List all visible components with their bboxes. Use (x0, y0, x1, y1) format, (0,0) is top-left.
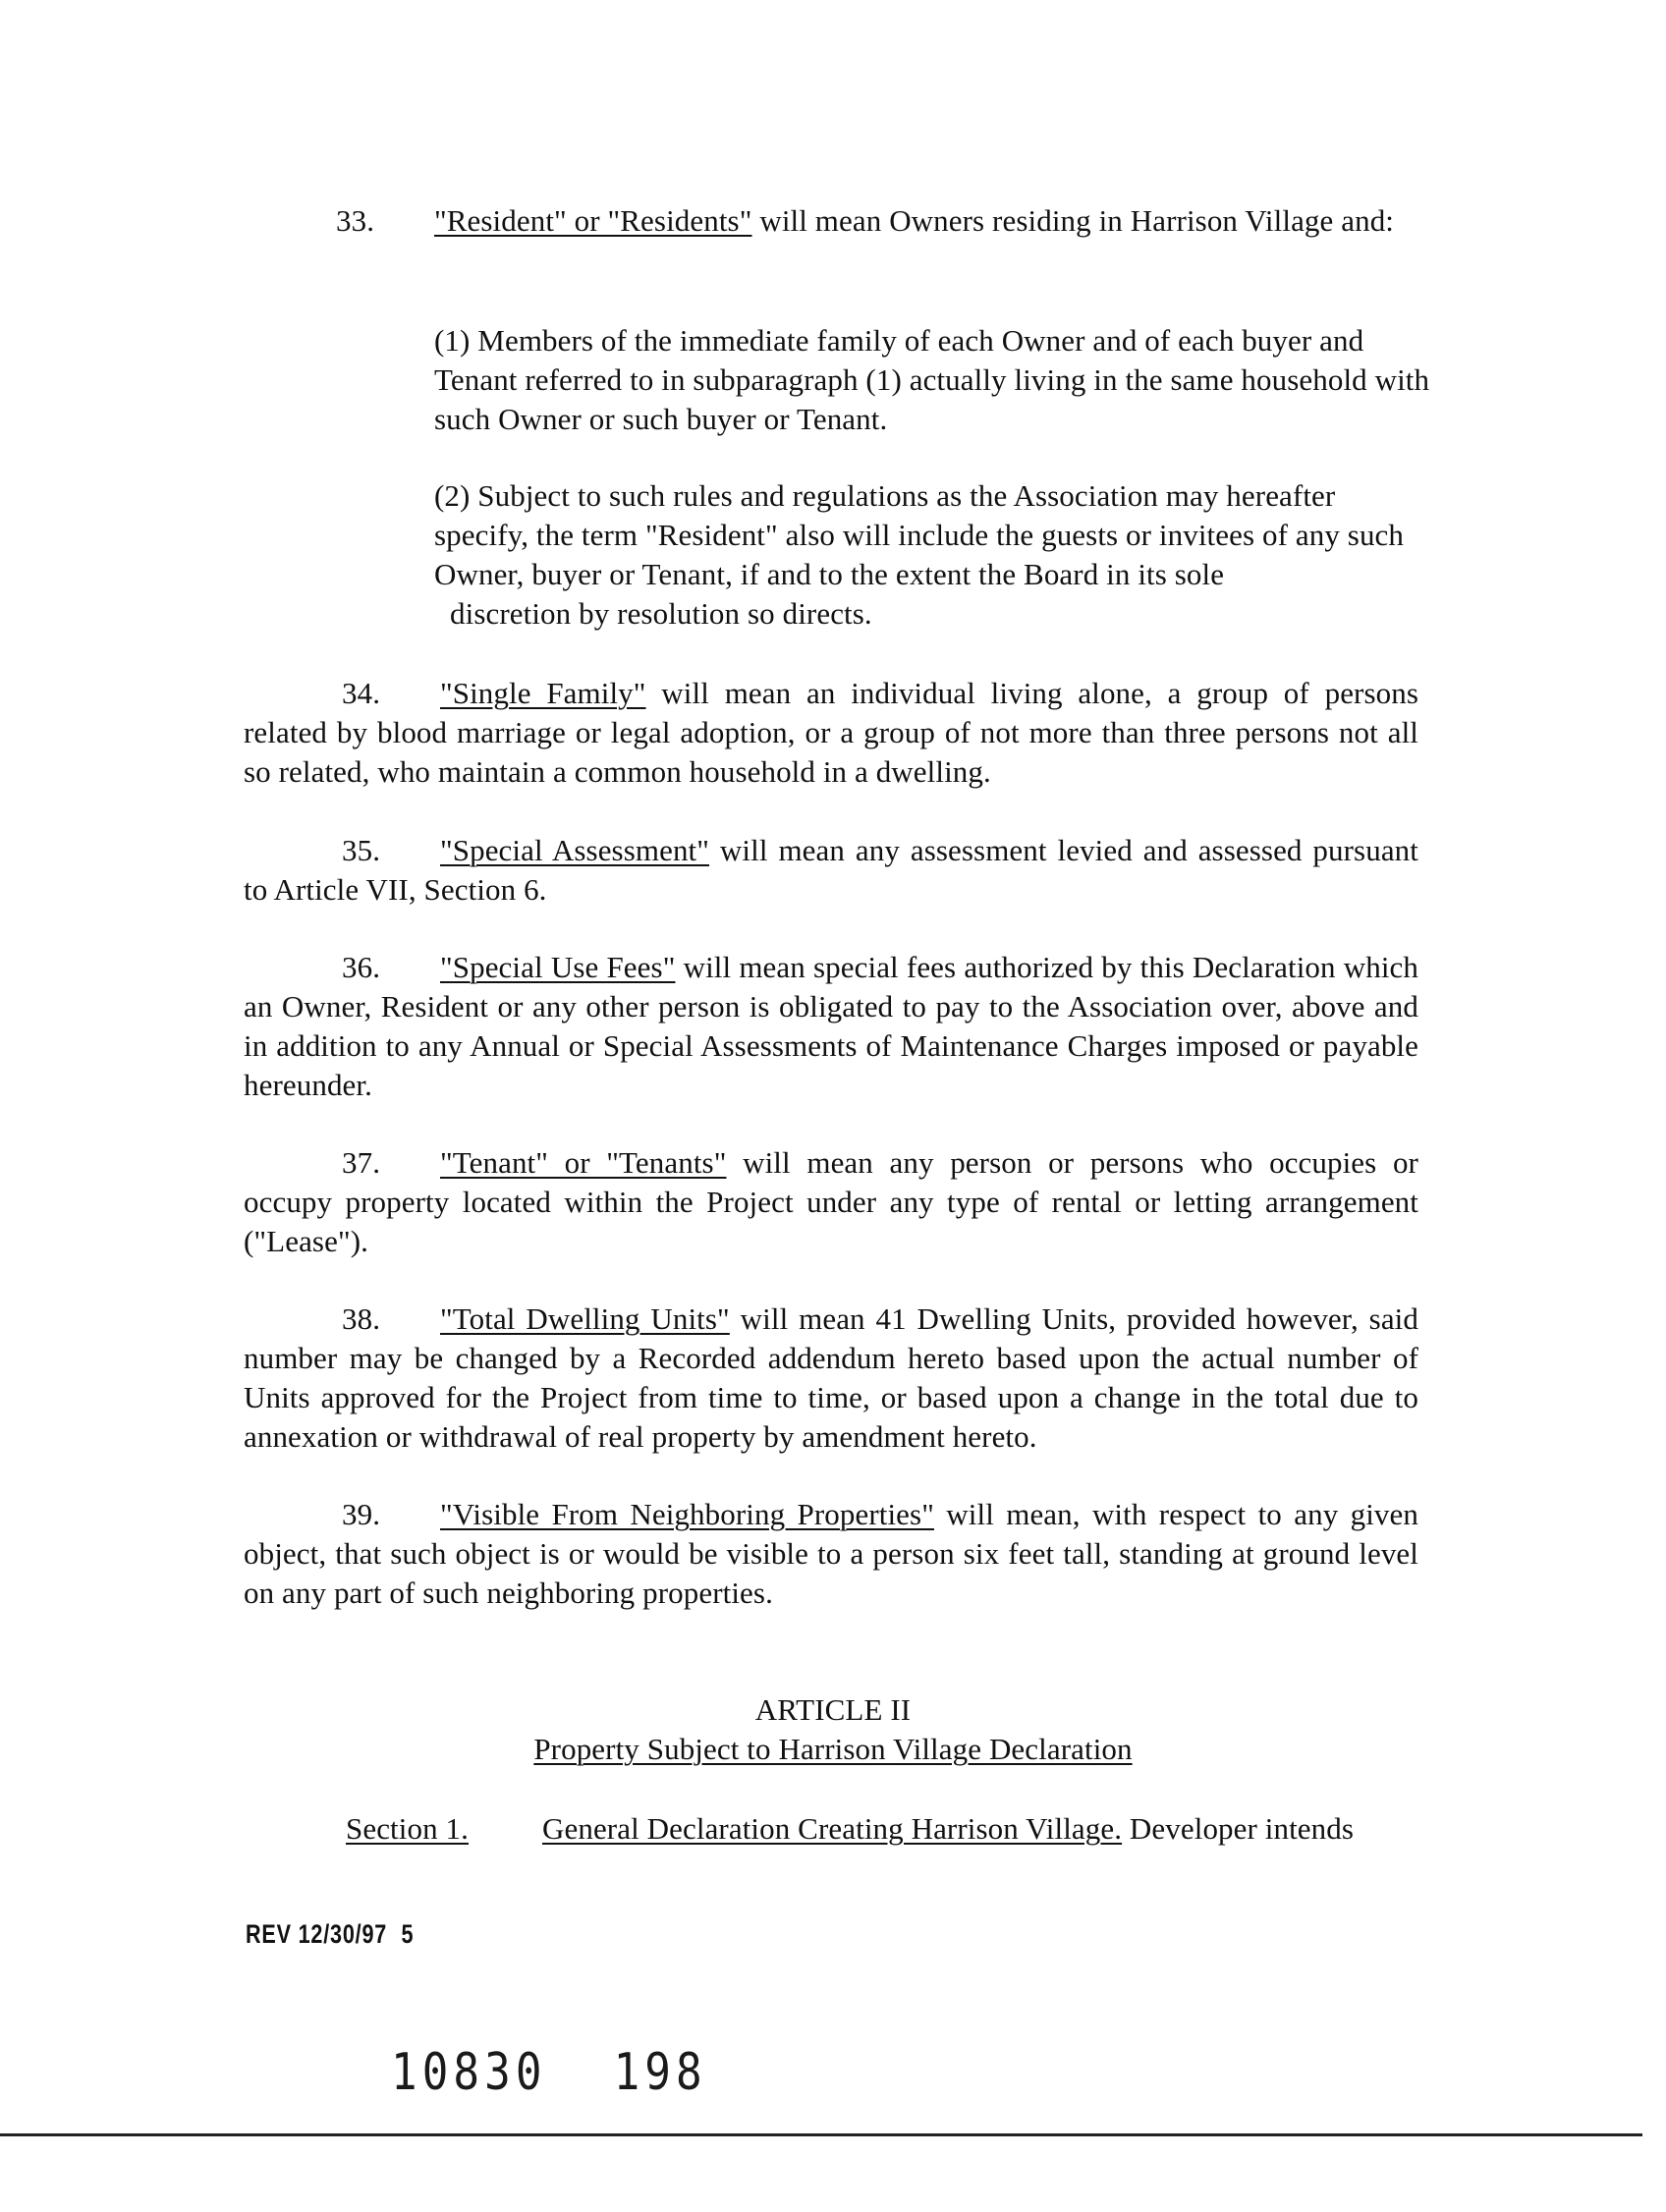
section-title: General Declaration Creating Harrison Village. (542, 1811, 1123, 1846)
stamp-page-number: 198 (613, 2043, 707, 2102)
section-label: Section 1. (346, 1811, 469, 1846)
subparagraph-2-main: (2) Subject to such rules and regulations as the Association may hereafter specify, the term "Resident" also will include the guests or invitees of any such Owner, buyer or Tenant, if and to the extent the Board in its sole (434, 478, 1405, 591)
item-number: 37. (342, 1145, 381, 1180)
revision-footer (246, 1919, 428, 1950)
definition-35 (244, 831, 1418, 910)
definition-34 (244, 674, 1418, 792)
defined-term: "Tenant" or "Tenants" (440, 1145, 727, 1180)
item-number: 38. (342, 1301, 381, 1336)
book-number: 10830 (391, 2043, 547, 2102)
revision-date: REV 12/30/97 (246, 1919, 388, 1949)
item-number: 36. (342, 950, 381, 984)
defined-term: "Resident" or "Residents" (434, 203, 752, 238)
definition-text: will mean any person or persons who occupies or occupy property located within the Project under any type of rental or letting arrangement ("Lease"). (244, 1145, 1418, 1258)
definition-text: will mean Owners residing in Harrison Village and: (751, 203, 1395, 238)
article-number: ARTICLE II (754, 1692, 912, 1727)
item-number: 39. (342, 1497, 381, 1531)
definition-38 (244, 1300, 1418, 1457)
definition-36 (244, 948, 1418, 1105)
definition-text: will mean an individual living alone, a group of persons related by blood marriage or legal adoption, or a group of not more than three persons not all so related, who maintain a common household in a dwelling. (244, 676, 1418, 789)
definition-text: will mean special fees authorized by this Declaration which an Owner, Resident or any other person is obligated to pay to the Association over, above and in addition to any Annual or Special Assessments of Maintenance Charges imposed or payable hereunder. (244, 950, 1418, 1102)
definition-text: will mean 41 Dwelling Units, provided however, said number may be changed by a Recorded addendum hereto based upon the actual number of Units approved for the Project from time to time, or based upon a change in the total due to annexation or withdrawal of real property by amendment hereto. (244, 1301, 1418, 1454)
item-number: 34. (342, 676, 381, 710)
definition-33 (336, 201, 1436, 241)
subparagraph-2-last-line: discretion by resolution so directs. (450, 596, 872, 631)
subparagraph-2 (434, 476, 1436, 634)
defined-term: "Single Family" (440, 676, 646, 710)
definition-text: will mean, with respect to any given object, that such object is or would be visible to a person six feet tall, standing at ground level on any part of such neighboring properties. (244, 1497, 1418, 1610)
definition-39 (244, 1495, 1418, 1613)
subparagraph-1: (1) Members of the immediate family of each Owner and of each buyer and Tenant referred to in subparagraph (1) actually living in the same household with such Owner or such buyer or Tenant. (434, 323, 1430, 436)
definition-text: will mean any assessment levied and assessed pursuant to Article VII, Section 6. (244, 833, 1418, 907)
defined-term: "Special Use Fees" (440, 950, 676, 984)
defined-term: "Visible From Neighboring Properties" (440, 1497, 934, 1531)
recording-stamp (391, 2043, 707, 2102)
defined-term: "Special Assessment" (440, 833, 710, 867)
bottom-rule (0, 2133, 1642, 2136)
article-title: Property Subject to Harrison Village Declaration (533, 1732, 1133, 1766)
section-1 (346, 1809, 1426, 1849)
article-heading-block (0, 1690, 1666, 1769)
item-number: 33. (336, 203, 375, 238)
section-text: Developer intends (1122, 1811, 1355, 1846)
item-number: 35. (342, 833, 381, 867)
page-number: 5 (401, 1919, 415, 1949)
definition-37 (244, 1143, 1418, 1261)
defined-term: "Total Dwelling Units" (440, 1301, 730, 1336)
